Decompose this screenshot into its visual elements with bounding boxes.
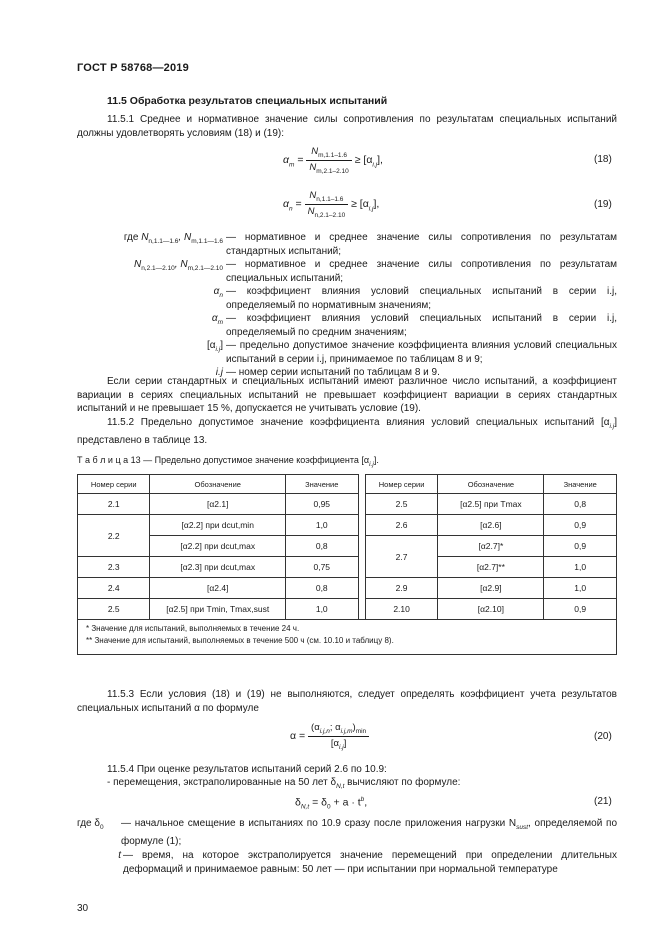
- table-row: 2.2 [α2.2] при dcut,min 1,0 2.6 [α2.6] 0,9: [78, 515, 617, 536]
- table-caption: Т а б л и ц а 13 — Предельно допустимое значение коэффициента $[\alpha_{i.j}]$.: [77, 455, 379, 468]
- table-gap: [358, 475, 365, 494]
- table-row: 2.4 [α2.4] 0,8 2.9 [α2.9] 1,0: [78, 578, 617, 599]
- definitions-list: [77, 231, 617, 380]
- page-number: 30: [77, 903, 89, 914]
- definition-row: $\alpha_m$ — коэффициент влияния условий специальных испытаний в серии i.j, определяемый по средним значениям;: [211, 313, 617, 338]
- paragraph-movement: - перемещения, экстраполированные на 50 лет $\delta_{N,t}$ вычисляют по формуле:: [107, 777, 461, 790]
- equation-21: $\delta_{N,t} = \delta_0 + a \cdot t^b$,: [295, 796, 368, 811]
- table-header-cell: Номер серии: [78, 475, 150, 494]
- paragraph-11-5-4: 11.5.4 При оценке результатов испытаний серий 2.6 по 10.9:: [107, 764, 387, 775]
- equation-21-number: (21): [594, 796, 612, 807]
- definition-row: $[\alpha_{i.j}]$ — предельно допустимое значение коэффициента влияния условий специальных испытаний в серии i.j, принимаемое по таблицам 8 и 9;: [206, 340, 617, 365]
- footnote-2: ** Значение для испытаний, выполняемых в течение 500 ч (см. 10.10 и таблицу 8).: [86, 636, 394, 645]
- paragraph-series: Если серии стандартных и специальных испытаний имеют различное число испытаний, а коэффициент вариации в сериях специальных испытаний не превышает коэффициент вариации в сериях стандартных испытаний и не превышает 15 %, допускается не учитывать условие (19).: [77, 376, 617, 414]
- equation-18-fraction: $\frac{N_{m,1.1-1.6}}{N_{m,2.1-2.10}}$: [306, 146, 351, 175]
- definition-row: $N_{n,2.1—2.10}$, $N_{m,2.1—2.10}$ — нормативное и среднее значение силы сопротивления по результатам специальных испытаний;: [133, 259, 617, 284]
- definition-row: где $N_{n,1.1—1.6}$, $N_{m,1.1—1.6}$ — нормативное и среднее значение силы сопротивления по результатам стандартных испытаний;: [123, 232, 617, 257]
- footnote-1: * Значение для испытаний, выполняемых в течение 24 ч.: [86, 624, 300, 633]
- section-title: 11.5 Обработка результатов специальных испытаний: [107, 95, 388, 107]
- equation-20: α = $\frac{(\alpha_{i.j,n}; \alpha_{i.j,m})_{min}}{[\alpha_{i.j}]}$: [290, 722, 369, 751]
- equation-19-number: (19): [594, 199, 612, 210]
- equation-20-fraction: $\frac{(\alpha_{i.j,n}; \alpha_{i.j,m})_{min}}{[\alpha_{i.j}]}$: [308, 722, 369, 751]
- paragraph-11-5-1: 11.5.1 Среднее и нормативное значение силы сопротивления по результатам специальных испытаний должны удовлетворять условиям (18) и (19):: [77, 114, 617, 139]
- table-header-cell: Обозначение: [438, 475, 544, 494]
- equation-19-fraction: $\frac{N_{n,1.1-1.6}}{N_{n,2.1-2.10}}$: [305, 190, 349, 219]
- table-header-cell: Обозначение: [150, 475, 286, 494]
- table-13: [77, 474, 617, 655]
- table-footnotes: [78, 620, 617, 655]
- table-row: 2.5 [α2.5] при Tmin, Tmax,sust 1,0 2.10 [α2.10] 0,9: [78, 599, 617, 620]
- table-row: [α2.2] при dcut,max 0,8 2.7 [α2.7]* 0,9: [78, 536, 617, 557]
- equation-19: $\alpha_n$ = $\frac{N_{n,1.1-1.6}}{N_{n,2.1-2.10}}$ ≥ $[\alpha_{i.j}]$,: [283, 190, 380, 219]
- paragraph-11-5-2: 11.5.2 Предельно допустимое значение коэффициента влияния условий специальных испытаний $[\alpha_{i.j}]$ представлено в таблице 13.: [77, 417, 617, 446]
- equation-18-number: (18): [594, 154, 612, 165]
- definitions-eq21: [77, 817, 617, 876]
- equation-18: $\alpha_m$ = $\frac{N_{m,1.1-1.6}}{N_{m,2.1-2.10}}$ ≥ $[\alpha_{i.j}]$,: [283, 146, 383, 175]
- table-header-cell: Значение: [286, 475, 358, 494]
- definition-row: $\alpha_n$ — коэффициент влияния условий специальных испытаний в серии i.j, определяемый по нормативным значениям;: [213, 286, 617, 311]
- definition-row: где $\delta_0$ — начальное смещение в испытаниях по 10.9 сразу после приложения нагрузки $N_{sust}$, определяемой по формуле (1);: [77, 818, 618, 847]
- definition-row: t — время, на которое экстраполируется значение перемещений при определении длительных деформаций и принимаемое равным: 50 лет — при испытании при нормальной температуре: [118, 850, 617, 875]
- table-header-cell: Значение: [544, 475, 617, 494]
- table-row: 2.3 [α2.3] при dcut,max 0,75 [α2.7]** 1,0: [78, 557, 617, 578]
- equation-20-number: (20): [594, 731, 612, 742]
- paragraph-11-5-3: 11.5.3 Если условия (18) и (19) не выполняются, следует определять коэффициент учета результатов специальных испытаний α по формуле: [77, 689, 617, 714]
- document-code: ГОСТ Р 58768—2019: [77, 62, 189, 74]
- table-header-cell: Номер серии: [365, 475, 437, 494]
- table-row: 2.1 [α2.1] 0,95 2.5 [α2.5] при Tmax 0,8: [78, 494, 617, 515]
- definition-row: i.j — номер серии испытаний по таблицам 8 и 9.: [215, 367, 440, 378]
- table-header-row: [78, 475, 617, 494]
